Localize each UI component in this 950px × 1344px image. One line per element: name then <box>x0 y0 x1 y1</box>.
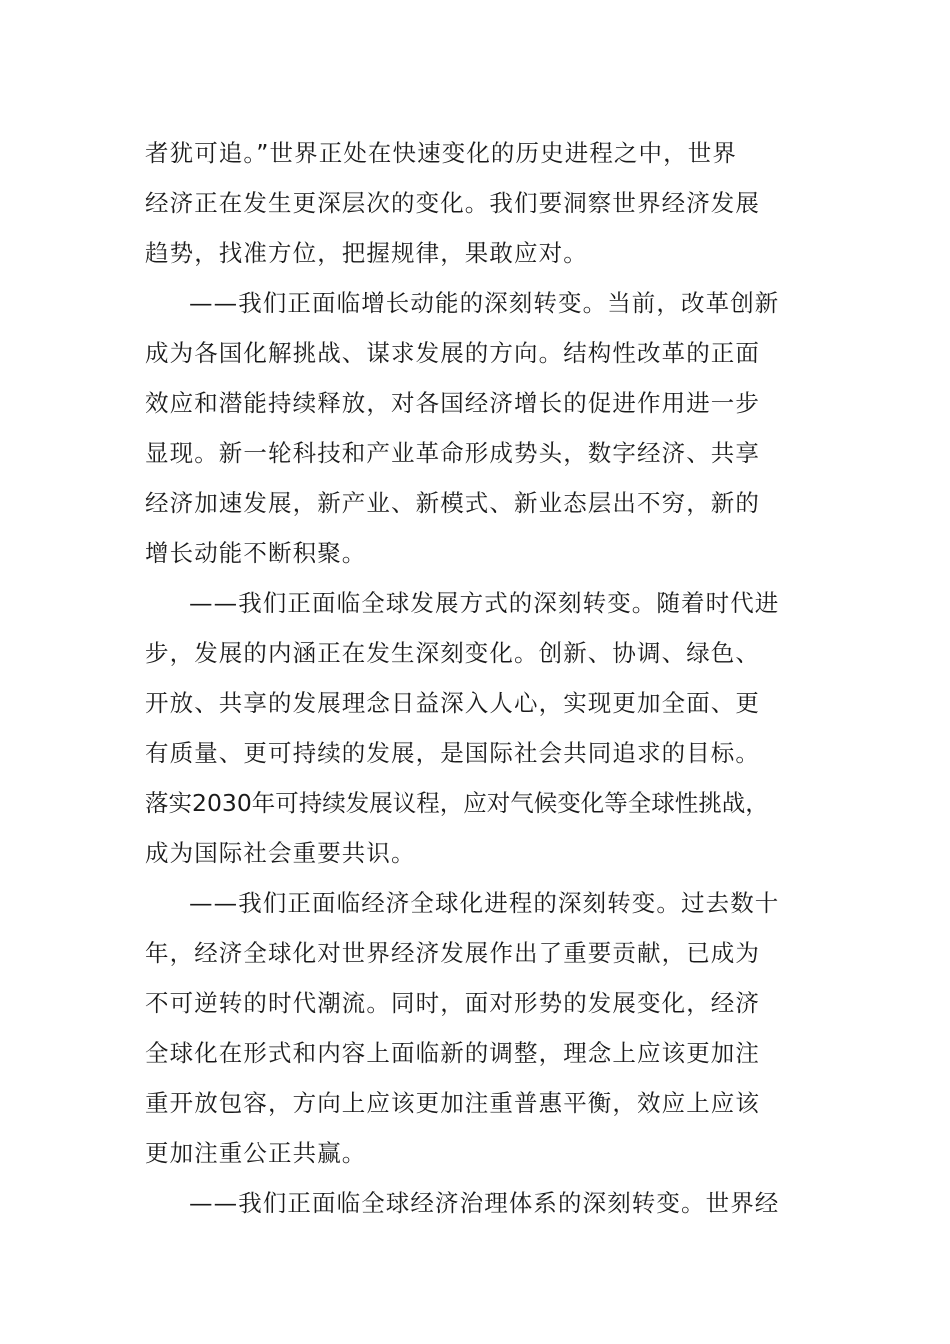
text-line: 显现。新一轮科技和产业革命形成势头，数字经济、共享 <box>145 439 760 467</box>
text-line: 年，经济全球化对世界经济发展作出了重要贡献，已成为 <box>145 939 760 967</box>
text-line: 增长动能不断积聚。 <box>145 539 367 567</box>
text-line: 效应和潜能持续释放，对各国经济增长的促进作用进一步 <box>145 389 760 417</box>
paragraph-start-line: ——我们正面临全球发展方式的深刻转变。随着时代进 <box>189 589 780 617</box>
text-line: 更加注重公正共赢。 <box>145 1139 367 1167</box>
text-line: 者犹可追。”世界正处在快速变化的历史进程之中，世界 <box>145 139 737 167</box>
text-line: 开放、共享的发展理念日益深入人心，实现更加全面、更 <box>145 689 760 717</box>
text-line: 经济正在发生更深层次的变化。我们要洞察世界经济发展 <box>145 189 760 217</box>
text-line: 步，发展的内涵正在发生深刻变化。创新、协调、绿色、 <box>145 639 760 667</box>
text-line: 成为各国化解挑战、谋求发展的方向。结构性改革的正面 <box>145 339 760 367</box>
paragraph-start-line: ——我们正面临全球经济治理体系的深刻转变。世界经 <box>189 1189 780 1217</box>
text-line: 重开放包容，方向上应该更加注重普惠平衡，效应上应该 <box>145 1089 760 1117</box>
text-line: 不可逆转的时代潮流。同时，面对形势的发展变化，经济 <box>145 989 760 1017</box>
text-line: 经济加速发展，新产业、新模式、新业态层出不穷，新的 <box>145 489 760 517</box>
text-line: 有质量、更可持续的发展，是国际社会共同追求的目标。 <box>145 739 760 767</box>
text-line: 落实2030年可持续发展议程，应对气候变化等全球性挑战， <box>145 789 769 817</box>
text-line: 成为国际社会重要共识。 <box>145 839 416 867</box>
text-line: 全球化在形式和内容上面临新的调整，理念上应该更加注 <box>145 1039 760 1067</box>
text-line: 趋势，找准方位，把握规律，果敢应对。 <box>145 239 588 267</box>
document-body <box>145 128 815 1228</box>
paragraph-start-line: ——我们正面临增长动能的深刻转变。当前，改革创新 <box>189 289 780 317</box>
paragraph-start-line: ——我们正面临经济全球化进程的深刻转变。过去数十 <box>189 889 780 917</box>
